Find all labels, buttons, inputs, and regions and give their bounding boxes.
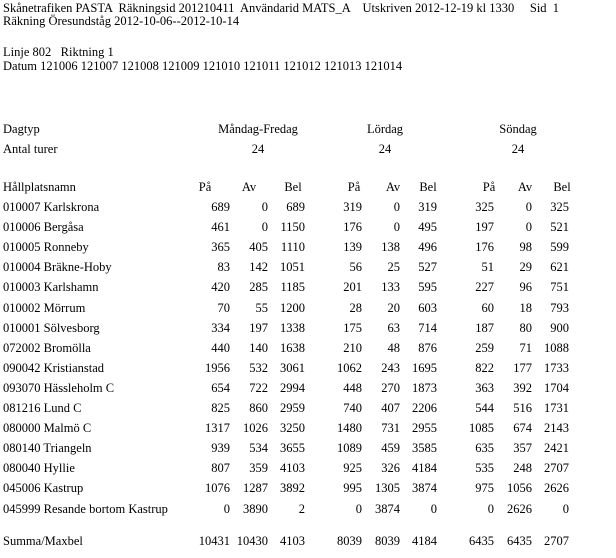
cell-weekday-on: 1317 xyxy=(205,421,230,435)
cell-sunday-load: 793 xyxy=(550,301,569,315)
cell-saturday-off: 407 xyxy=(381,401,400,415)
cell-saturday-off: 243 xyxy=(381,361,400,375)
cell-weekday-off: 532 xyxy=(249,361,268,375)
cell-sunday-on: 363 xyxy=(475,381,494,395)
table-row xyxy=(0,381,616,395)
cell-weekday-load: 4103 xyxy=(280,461,305,475)
cell-saturday-off: 270 xyxy=(381,381,400,395)
stop-name: 080140 Triangeln xyxy=(3,441,92,455)
cell-sunday-on: 325 xyxy=(475,200,494,214)
cell-weekday-load: 2959 xyxy=(280,401,305,415)
cell-saturday-on: 448 xyxy=(343,381,362,395)
cell-weekday-on: 0 xyxy=(223,502,230,516)
table-row xyxy=(0,481,616,495)
table-row xyxy=(0,240,616,254)
cell-saturday-off: 326 xyxy=(381,461,400,475)
cell-sunday-on: 227 xyxy=(475,280,494,294)
cell-weekday-load: 2994 xyxy=(280,381,305,395)
column-header-row xyxy=(0,180,616,194)
cell-weekday-off: 1026 xyxy=(243,421,268,435)
stop-name: 093070 Hässleholm C xyxy=(3,381,115,395)
table-row xyxy=(0,341,616,355)
table-row xyxy=(0,421,616,435)
trips-sunday: 24 xyxy=(511,142,525,156)
cell-weekday-on: 70 xyxy=(217,301,230,315)
col-header-saturday-on: På xyxy=(347,180,361,194)
stop-name: 045999 Resande bortom Kastrup xyxy=(3,502,168,516)
stop-name: 010004 Bräkne-Hoby xyxy=(3,260,112,274)
cell-saturday-load: 1873 xyxy=(412,381,437,395)
cell-weekday-load: 1110 xyxy=(280,240,305,254)
cell-sunday-off: 18 xyxy=(519,301,532,315)
cell-weekday-off: 142 xyxy=(249,260,268,274)
cell-weekday-load: 689 xyxy=(286,200,305,214)
cell-sunday-off: 1056 xyxy=(507,481,532,495)
cell-sunday-load: 325 xyxy=(550,200,569,214)
cell-weekday-on: 1076 xyxy=(205,481,230,495)
cell-weekday-on: 461 xyxy=(211,220,230,234)
cell-weekday-load: 1338 xyxy=(280,321,305,335)
stop-name: 010005 Ronneby xyxy=(3,240,89,254)
cell-sunday-off: 98 xyxy=(519,240,532,254)
cell-sunday-load: 0 xyxy=(562,502,569,516)
cell-weekday-off: 405 xyxy=(249,240,268,254)
cell-sunday-off: 6435 xyxy=(507,534,532,548)
cell-saturday-off: 138 xyxy=(381,240,400,254)
cell-weekday-on: 365 xyxy=(211,240,230,254)
table-row xyxy=(0,321,616,335)
cell-saturday-on: 175 xyxy=(343,321,362,335)
cell-sunday-on: 176 xyxy=(475,240,494,254)
cell-sunday-load: 621 xyxy=(550,260,569,274)
cell-saturday-load: 1695 xyxy=(412,361,437,375)
cell-saturday-on: 995 xyxy=(343,481,362,495)
cell-weekday-on: 654 xyxy=(211,381,230,395)
table-row xyxy=(0,361,616,375)
cell-weekday-on: 10431 xyxy=(198,534,230,548)
cell-weekday-load: 3892 xyxy=(280,481,305,495)
cell-saturday-off: 20 xyxy=(387,301,400,315)
col-header-sunday-on: På xyxy=(482,180,496,194)
stop-name: 010006 Bergåsa xyxy=(3,220,84,234)
cell-saturday-load: 3874 xyxy=(412,481,437,495)
cell-sunday-load: 2626 xyxy=(544,481,569,495)
cell-saturday-off: 0 xyxy=(393,220,400,234)
cell-weekday-off: 860 xyxy=(249,401,268,415)
cell-weekday-load: 3250 xyxy=(280,421,305,435)
cell-sunday-load: 2707 xyxy=(544,534,569,548)
cell-sunday-off: 674 xyxy=(513,421,532,435)
cell-weekday-off: 140 xyxy=(249,341,268,355)
cell-sunday-on: 51 xyxy=(481,260,494,274)
table-row xyxy=(0,280,616,294)
line-direction-line: Linje 802 Riktning 1 xyxy=(3,45,114,59)
col-header-weekday-load: Bel xyxy=(284,180,302,194)
cell-saturday-off: 48 xyxy=(387,341,400,355)
total-row xyxy=(0,534,616,548)
cell-saturday-load: 2206 xyxy=(412,401,437,415)
cell-saturday-off: 63 xyxy=(387,321,400,335)
table-row xyxy=(0,502,616,516)
trips-saturday: 24 xyxy=(378,142,392,156)
group-name-sunday: Söndag xyxy=(499,122,537,136)
cell-weekday-on: 83 xyxy=(217,260,230,274)
invoice-period-line: Räkning Öresundståg 2012-10-06--2012-10-14 xyxy=(3,14,240,28)
cell-sunday-load: 521 xyxy=(550,220,569,234)
cell-saturday-load: 4184 xyxy=(412,461,437,475)
cell-saturday-load: 319 xyxy=(418,200,437,214)
cell-sunday-off: 177 xyxy=(513,361,532,375)
cell-weekday-on: 334 xyxy=(211,321,230,335)
group-name-weekday: Måndag-Fredag xyxy=(218,122,298,136)
cell-sunday-off: 0 xyxy=(525,200,532,214)
cell-weekday-on: 440 xyxy=(211,341,230,355)
cell-weekday-off: 10430 xyxy=(236,534,268,548)
cell-weekday-load: 2 xyxy=(298,502,305,516)
cell-sunday-load: 2143 xyxy=(544,421,569,435)
cell-saturday-off: 459 xyxy=(381,441,400,455)
cell-saturday-load: 495 xyxy=(418,220,437,234)
cell-sunday-load: 1088 xyxy=(544,341,569,355)
col-header-saturday-load: Bel xyxy=(419,180,437,194)
cell-saturday-load: 3585 xyxy=(412,441,437,455)
cell-saturday-on: 319 xyxy=(343,200,362,214)
cell-weekday-load: 1185 xyxy=(280,280,305,294)
cell-sunday-off: 29 xyxy=(519,260,532,274)
col-header-sunday-off: Av xyxy=(517,180,533,194)
cell-saturday-on: 201 xyxy=(343,280,362,294)
cell-weekday-on: 420 xyxy=(211,280,230,294)
cell-sunday-on: 975 xyxy=(475,481,494,495)
cell-sunday-load: 1733 xyxy=(544,361,569,375)
cell-sunday-on: 1085 xyxy=(469,421,494,435)
cell-sunday-load: 1704 xyxy=(544,381,569,395)
cell-saturday-load: 527 xyxy=(418,260,437,274)
cell-sunday-off: 516 xyxy=(513,401,532,415)
cell-saturday-load: 4184 xyxy=(412,534,437,548)
col-header-sunday-load: Bel xyxy=(553,180,571,194)
cell-weekday-off: 359 xyxy=(249,461,268,475)
cell-weekday-load: 1150 xyxy=(280,220,305,234)
stop-name: 010003 Karlshamn xyxy=(3,280,99,294)
table-row xyxy=(0,260,616,274)
stop-name: 081216 Lund C xyxy=(3,401,82,415)
table-row xyxy=(0,401,616,415)
cell-saturday-load: 876 xyxy=(418,341,437,355)
cell-sunday-off: 71 xyxy=(519,341,532,355)
cell-sunday-on: 187 xyxy=(475,321,494,335)
cell-sunday-on: 6435 xyxy=(469,534,494,548)
cell-saturday-load: 714 xyxy=(418,321,437,335)
cell-saturday-load: 595 xyxy=(418,280,437,294)
cell-saturday-off: 8039 xyxy=(375,534,400,548)
cell-sunday-off: 392 xyxy=(513,381,532,395)
table-row xyxy=(0,200,616,214)
cell-sunday-load: 2707 xyxy=(544,461,569,475)
cell-weekday-on: 689 xyxy=(211,200,230,214)
trips-weekday: 24 xyxy=(251,142,265,156)
cell-weekday-off: 1287 xyxy=(243,481,268,495)
cell-saturday-on: 56 xyxy=(349,260,362,274)
cell-saturday-load: 496 xyxy=(418,240,437,254)
cell-saturday-on: 1062 xyxy=(337,361,362,375)
stop-name: 010007 Karlskrona xyxy=(3,200,100,214)
cell-weekday-load: 1051 xyxy=(280,260,305,274)
stop-name: 080000 Malmö C xyxy=(3,421,92,435)
stop-name: 010001 Sölvesborg xyxy=(3,321,100,335)
stop-name: 090042 Kristianstad xyxy=(3,361,105,375)
cell-weekday-off: 285 xyxy=(249,280,268,294)
cell-saturday-off: 731 xyxy=(381,421,400,435)
cell-weekday-off: 0 xyxy=(261,220,268,234)
cell-saturday-on: 139 xyxy=(343,240,362,254)
cell-weekday-load: 1200 xyxy=(280,301,305,315)
stop-name: 010002 Mörrum xyxy=(3,301,86,315)
stop-name: 072002 Bromölla xyxy=(3,341,91,355)
cell-weekday-off: 0 xyxy=(261,200,268,214)
cell-sunday-on: 535 xyxy=(475,461,494,475)
cell-weekday-load: 4103 xyxy=(280,534,305,548)
cell-sunday-on: 635 xyxy=(475,441,494,455)
cell-sunday-off: 357 xyxy=(513,441,532,455)
trips-label: Antal turer xyxy=(3,142,58,156)
cell-saturday-on: 176 xyxy=(343,220,362,234)
col-header-weekday-off: Av xyxy=(241,180,257,194)
cell-sunday-on: 0 xyxy=(487,502,494,516)
cell-sunday-off: 80 xyxy=(519,321,532,335)
table-row xyxy=(0,220,616,234)
cell-saturday-load: 0 xyxy=(430,502,437,516)
cell-weekday-on: 939 xyxy=(211,441,230,455)
cell-weekday-off: 197 xyxy=(249,321,268,335)
cell-sunday-off: 248 xyxy=(513,461,532,475)
cell-saturday-on: 1480 xyxy=(337,421,362,435)
cell-saturday-load: 2955 xyxy=(412,421,437,435)
cell-sunday-off: 2626 xyxy=(507,502,532,516)
report-title-line: Skånetrafiken PASTA Räkningsid 201210411 Användarid MATS_A Utskriven 2012-12-19 kl 1330 Sid 1 xyxy=(3,1,560,15)
cell-weekday-on: 825 xyxy=(211,401,230,415)
cell-saturday-on: 28 xyxy=(349,301,362,315)
cell-weekday-off: 534 xyxy=(249,441,268,455)
dates-line: Datum 121006 121007 121008 121009 121010 121011 121012 121013 121014 xyxy=(3,59,403,73)
cell-sunday-load: 900 xyxy=(550,321,569,335)
cell-sunday-load: 1731 xyxy=(544,401,569,415)
cell-weekday-load: 3061 xyxy=(280,361,305,375)
cell-saturday-off: 1305 xyxy=(375,481,400,495)
cell-saturday-off: 133 xyxy=(381,280,400,294)
cell-sunday-on: 60 xyxy=(481,301,494,315)
total-label: Summa/Maxbel xyxy=(3,534,83,548)
cell-saturday-off: 25 xyxy=(387,260,400,274)
stop-name: 080040 Hyllie xyxy=(3,461,75,475)
cell-saturday-load: 603 xyxy=(418,301,437,315)
cell-sunday-on: 197 xyxy=(475,220,494,234)
stop-name-header: Hållplatsnamn xyxy=(3,180,76,194)
cell-saturday-on: 210 xyxy=(343,341,362,355)
daytype-label: Dagtyp xyxy=(3,122,40,136)
stop-name: 045006 Kastrup xyxy=(3,481,84,495)
cell-sunday-load: 751 xyxy=(550,280,569,294)
cell-sunday-load: 599 xyxy=(550,240,569,254)
group-name-saturday: Lördag xyxy=(366,122,404,136)
cell-weekday-off: 722 xyxy=(249,381,268,395)
table-row xyxy=(0,441,616,455)
cell-sunday-off: 96 xyxy=(519,280,532,294)
cell-saturday-on: 0 xyxy=(355,502,362,516)
cell-weekday-load: 3655 xyxy=(280,441,305,455)
cell-saturday-on: 8039 xyxy=(337,534,362,548)
cell-sunday-off: 0 xyxy=(525,220,532,234)
cell-sunday-on: 544 xyxy=(475,401,494,415)
cell-weekday-off: 55 xyxy=(255,301,268,315)
cell-saturday-on: 925 xyxy=(343,461,362,475)
col-header-weekday-on: På xyxy=(198,180,212,194)
cell-weekday-load: 1638 xyxy=(280,341,305,355)
cell-saturday-off: 0 xyxy=(393,200,400,214)
cell-sunday-load: 2421 xyxy=(544,441,569,455)
cell-saturday-on: 740 xyxy=(343,401,362,415)
cell-sunday-on: 259 xyxy=(475,341,494,355)
table-row xyxy=(0,461,616,475)
cell-weekday-on: 807 xyxy=(211,461,230,475)
cell-sunday-on: 822 xyxy=(475,361,494,375)
col-header-saturday-off: Av xyxy=(385,180,401,194)
table-row xyxy=(0,301,616,315)
cell-saturday-off: 3874 xyxy=(375,502,400,516)
cell-saturday-on: 1089 xyxy=(337,441,362,455)
cell-weekday-on: 1956 xyxy=(205,361,230,375)
cell-weekday-off: 3890 xyxy=(243,502,268,516)
